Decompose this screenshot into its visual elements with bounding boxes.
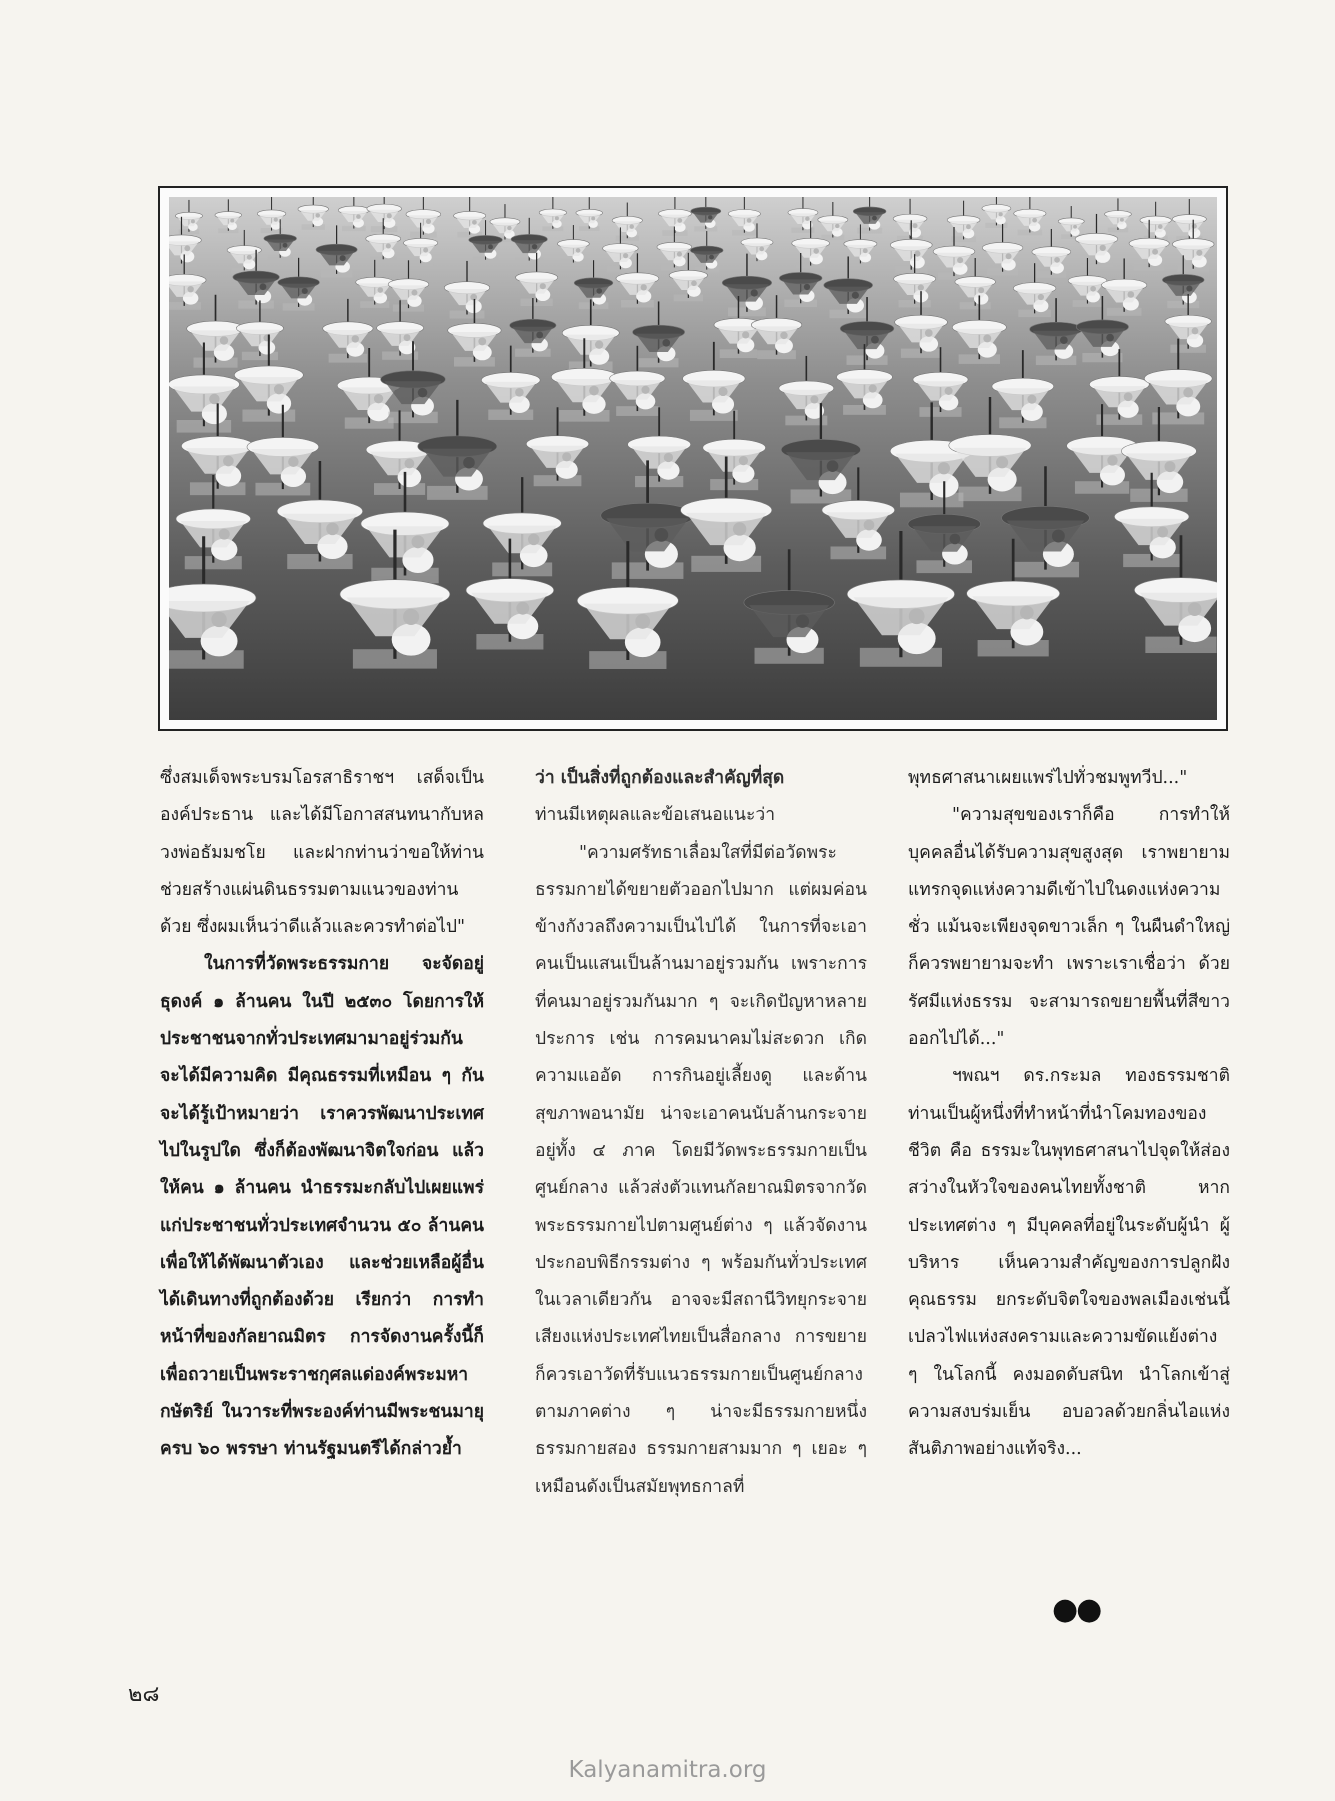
article-column-1	[160, 760, 484, 1469]
paragraph: ว่า เป็นสิ่งที่ถูกต้องและสำคัญที่สุด	[535, 768, 785, 788]
paragraph: ฯพณฯ ดร.กระมล ทองธรรมชาติ ท่านเป็นผู้หนึ่งที่ทำหน้าที่นำโคมทองของชีวิต คือ ธรรมะในพุทธศาสนาไปจุดให้ส่องสว่างในหัวใจของคนไทยทั้งชาติ หากประเทศต่าง ๆ มีบุคคลที่อยู่ในระดับผู้นำ ผู้บริหาร เห็นความสำคัญของการปลูกฝังคุณธรรม ยกระดับจิตใจของพลเมืองเช่นนี้ เปลวไฟแห่งสงครามและความขัดแย้งต่าง ๆ ในโลกนี้ คงมอดดับสนิท นำโลกเข้าสู่ความสงบร่มเย็น อบอวลด้วยกลิ่นไอแห่งสันติภาพอย่างแท้จริง...	[908, 1066, 1230, 1460]
photo-illustration	[169, 197, 1217, 720]
paragraph: "ความศรัทธาเลื่อมใสที่มีต่อวัดพระธรรมกายได้ขยายตัวออกไปมาก แต่ผมค่อนข้างกังวลถึงความเป็นไปได้ ในการที่จะเอาคนเป็นแสนเป็นล้านมาอยู่รวมกัน เพราะการที่คนมาอยู่รวมกันมาก ๆ จะเกิดปัญหาหลายประการ เช่น การคมนาคมไม่สะดวก เกิดความแออัด การกินอยู่เลี้ยงดู และด้านสุขภาพอนามัย น่าจะเอาคนนับล้านกระจายอยู่ทั้ง ๔ ภาค โดยมีวัดพระธรรมกายเป็นศูนย์กลาง แล้วส่งตัวแทนกัลยาณมิตรจากวัดพระธรรมกายไปตามศูนย์ต่าง ๆ แล้วจัดงานประกอบพิธีกรรมต่าง ๆ พร้อมกันทั่วประเทศในเวลาเดียวกัน อาจจะมีสถานีวิทยุกระจายเสียงแห่งประเทศไทยเป็นสื่อกลาง การขยายก็ควรเอาวัดที่รับแนวธรรมกายเป็นศูนย์กลางตามภาคต่าง ๆ น่าจะมีธรรมกายหนึ่ง ธรรมกายสอง ธรรมกายสามมาก ๆ เยอะ ๆ เหมือนดังเป็นสมัยพุทธกาลที่	[535, 842, 867, 1497]
paragraph: พุทธศาสนาเผยแพร่ไปทั่วชมพูทวีป..."	[908, 768, 1188, 788]
article-column-2	[535, 760, 867, 1506]
meditation-crowd-umbrellas-photo-icon	[169, 197, 1217, 720]
paragraph: ซึ่งสมเด็จพระบรมโอรสาธิราชฯ เสด็จเป็นองค์ประธาน และได้มีโอกาสสนทนากับหลวงพ่อธัมมชโย และฝากท่านว่าขอให้ท่านช่วยสร้างแผ่นดินธรรมตามแนวของท่านด้วย ซึ่งผมเห็นว่าดีแล้วและควรทำต่อไป"	[160, 768, 484, 938]
photo-frame	[158, 186, 1228, 731]
page-number: ๒๘	[128, 1682, 160, 1707]
watermark: Kalyanamitra.org	[568, 1757, 767, 1783]
paragraph: ท่านมีเหตุผลและข้อเสนอแนะว่า	[535, 805, 776, 826]
paragraph: "ความสุขของเราก็คือ การทำให้บุคคลอื่นได้รับความสุขสูงสุด เราพยายามแทรกจุดแห่งความดีเข้าไปในดงแห่งความชั่ว แม้นจะเพียงจุดขาวเล็ก ๆ ในผืนดำใหญ่ ก็ควรพยายามจะทำ เพราะเราเชื่อว่า ด้วยรัศมีแห่งธรรม จะสามารถขยายพื้นที่สีขาวออกไปได้..."	[908, 805, 1230, 1050]
article-column-3	[908, 760, 1230, 1469]
paragraph: ในการที่วัดพระธรรมกาย จะจัดอยู่ธุดงค์ ๑ ล้านคน ในปี ๒๕๓๐ โดยการให้ประชาชนจากทั่วประเทศมามาอยู่ร่วมกัน จะได้มีความคิด มีคุณธรรมที่เหมือน ๆ กัน จะได้รู้เป้าหมายว่า เราควรพัฒนาประเทศไปในรูปใด ซึ่งก็ต้องพัฒนาจิตใจก่อน แล้วให้คน ๑ ล้านคน นำธรรมะกลับไปเผยแพร่แก่ประชาชนทั่วประเทศจำนวน ๕๐ ล้านคน เพื่อให้ได้พัฒนาตัวเอง และช่วยเหลือผู้อื่นได้เดินทางที่ถูกต้องด้วย เรียกว่า การทำหน้าที่ของกัลยาณมิตร การจัดงานครั้งนี้ก็เพื่อถวายเป็นพระราชกุศลแด่องค์พระมหากษัตริย์ ในวาระที่พระองค์ท่านมีพระชนมายุครบ ๖๐ พรรษา ท่านรัฐมนตรีได้กล่าวย้ำ	[160, 954, 484, 1460]
end-of-article-mark: ●●	[1052, 1592, 1101, 1627]
